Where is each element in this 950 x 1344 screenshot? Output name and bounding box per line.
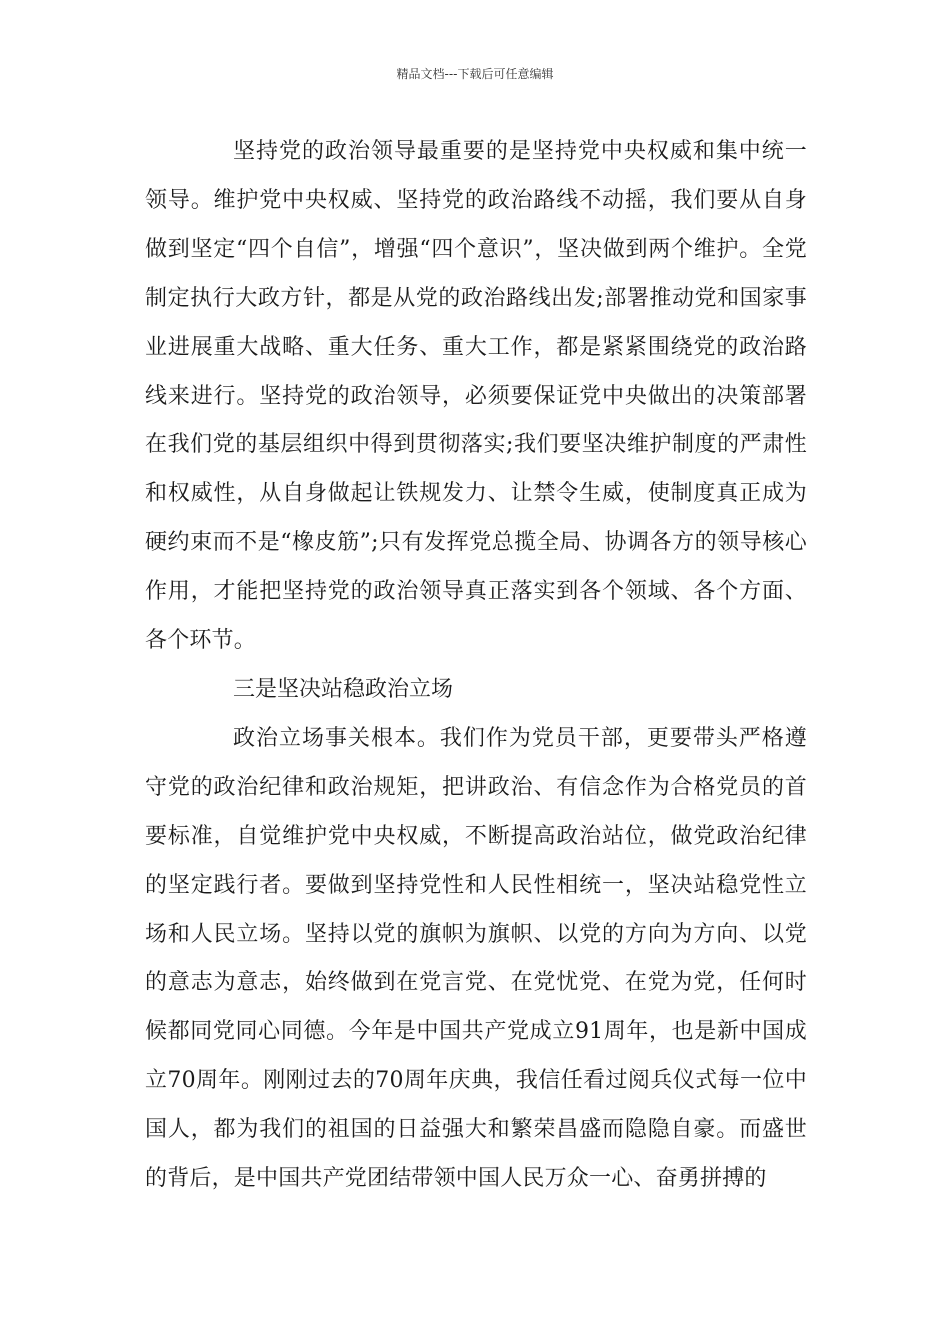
page-header: 精品文档---下载后可任意编辑: [396, 67, 554, 81]
paragraph-political-stance: 政治立场事关根本。我们作为党员干部，更要带头严格遵守党的政治纪律和政治规矩，把讲政治、有信念作为合格党员的首要标准，自觉维护党中央权威，不断提高政治站位，做党政治纪律的坚定践行者。要做到坚持党性和人民性相统一，坚决站稳党性立场和人民立场。坚持以党的旗帜为旗帜、以党的方向为方向、以党的意志为意志，始终做到在党言党、在党忧党、在党为党，任何时候都同党同心同德。今年是中国共产党成立91周年，也是新中国成立70周年。刚刚过去的70周年庆典，我信任看过阅兵仪式每一位中国人，都为我们的祖国的日益强大和繁荣昌盛而隐隐自豪。而盛世的背后，是中国共产党团结带领中国人民万众一心、奋勇拼搏的: [145, 725, 807, 1192]
paragraph-political-leadership: 坚持党的政治领导最重要的是坚持党中央权威和集中统一领导。维护党中央权威、坚持党的政治路线不动摇，我们要从自身做到坚定“四个自信”，增强“四个意识”，坚决做到两个维护。全党制定执行大政方针，都是从党的政治路线出发;部署推动党和国家事业进展重大战略、重大任务、重大工作，都是紧紧围绕党的政治路线来进行。坚持党的政治领导，必须要保证党中央做出的决策部署在我们党的基层组织中得到贯彻落实;我们要坚决维护制度的严肃性和权威性，从自身做起让铁规发力、让禁令生威，使制度真正成为硬约束而不是“橡皮筋”;只有发挥党总揽全局、协调各方的领导核心作用，才能把坚持党的政治领导真正落实到各个领域、各个方面、各个环节。: [145, 139, 807, 654]
section-heading: 三是坚决站稳政治立场: [233, 676, 454, 702]
document-body: [145, 128, 807, 1204]
